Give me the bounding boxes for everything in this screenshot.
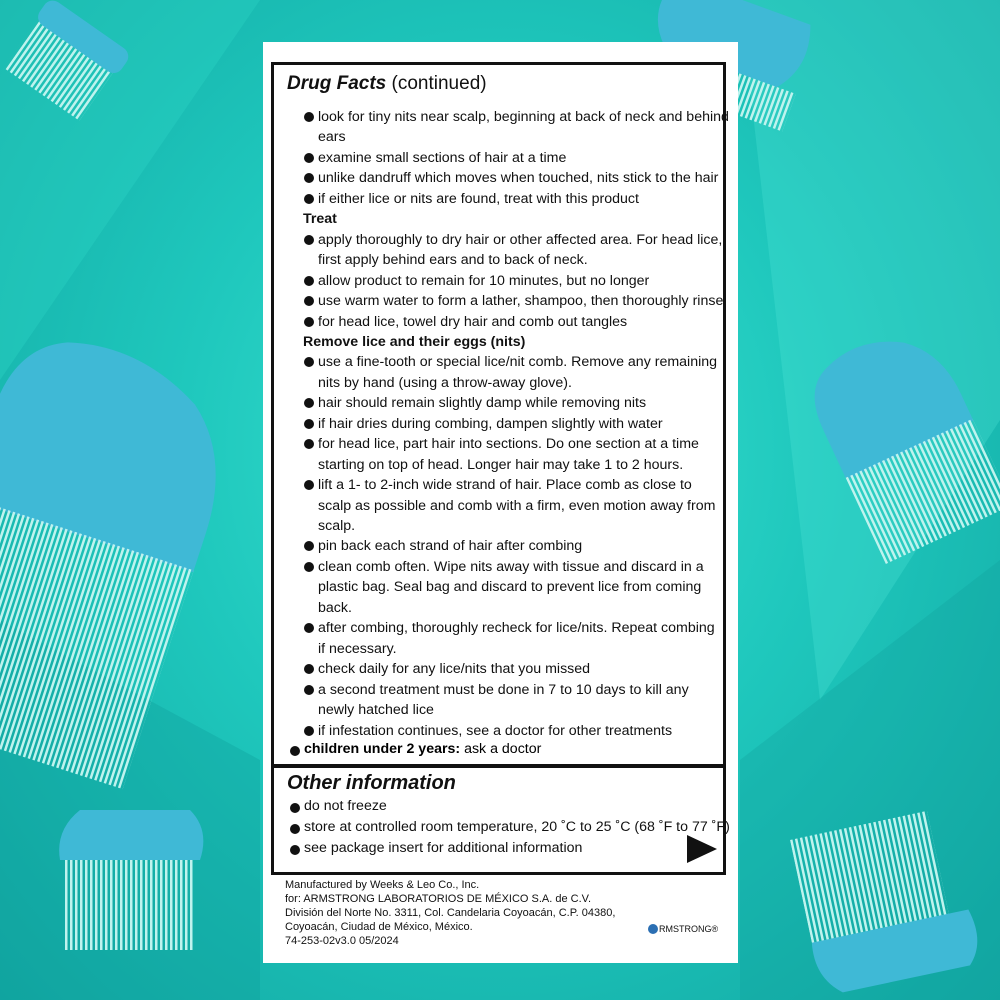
direction-line: if either lice or nits are found, treat with this product <box>318 190 639 207</box>
footer-line: Coyoacán, Ciudad de México, México. <box>285 921 473 933</box>
bullet-icon <box>304 276 314 286</box>
comb-bottom-left <box>59 810 203 950</box>
direction-line: back. <box>318 599 352 616</box>
direction-line: look for tiny nits near scalp, beginning at back of neck and behind <box>318 109 729 125</box>
footer-line: for: ARMSTRONG LABORATORIOS DE MÉXICO S.A. de C.V. <box>285 893 592 905</box>
footer-line: División del Norte No. 3311, Col. Candelaria Coyoacán, C.P. 04380, <box>285 907 616 919</box>
bullet-icon <box>304 317 314 327</box>
bullet-icon <box>290 803 300 813</box>
children-warning-bold: children under 2 years: <box>304 740 461 757</box>
bullet-icon <box>304 664 314 674</box>
direction-line: examine small sections of hair at a time <box>318 149 567 166</box>
direction-line: pin back each strand of hair after combing <box>318 538 583 555</box>
bullet-icon <box>304 541 314 551</box>
other-information-item: see package insert for additional information <box>304 839 583 856</box>
direction-line: use warm water to form a lather, shampoo, then thoroughly rinse <box>318 293 724 310</box>
bullet-icon <box>304 685 314 695</box>
direction-line: for head lice, part hair into sections. Do one section at a time <box>318 436 699 453</box>
direction-line: hair should remain slightly damp while removing nits <box>318 395 647 412</box>
direction-line: starting on top of head. Longer hair may take 1 to 2 hours. <box>318 456 684 473</box>
bullet-icon <box>290 746 300 756</box>
bullet-icon <box>304 439 314 449</box>
direction-line: a second treatment must be done in 7 to 10 days to kill any <box>318 681 689 698</box>
other-information-title: Other information <box>287 771 456 794</box>
bullet-icon <box>304 623 314 633</box>
bullet-icon <box>304 194 314 204</box>
bullet-icon <box>304 562 314 572</box>
drug-facts-title-bold: Drug Facts <box>287 73 387 94</box>
direction-line: for head lice, towel dry hair and comb out tangles <box>318 313 628 330</box>
bullet-icon <box>304 112 314 122</box>
armstrong-logo-text: RMSTRONG® <box>659 924 719 934</box>
drug-facts-panel <box>263 42 738 963</box>
direction-line: newly hatched lice <box>318 702 434 719</box>
bullet-icon <box>304 398 314 408</box>
children-warning <box>304 741 541 757</box>
manufacturer-footer <box>285 878 615 948</box>
bullet-icon <box>304 153 314 163</box>
direction-line: nits by hand (using a throw-away glove). <box>318 374 572 391</box>
armstrong-logo-icon <box>648 924 658 934</box>
direction-line: clean comb often. Wipe nits away with tissue and discard in a <box>318 558 704 575</box>
other-information-item: store at controlled room temperature, 20 ˚C to 25 ˚C (68 ˚F to 77 ˚F) <box>304 818 730 835</box>
footer-line: 74-253-02v3.0 05/2024 <box>285 935 399 947</box>
direction-line: scalp as possible and comb with a firm, even motion away from <box>318 497 716 514</box>
armstrong-logo <box>648 924 718 934</box>
bullet-icon <box>290 845 300 855</box>
direction-line: allow product to remain for 10 minutes, but no longer <box>318 272 650 289</box>
children-warning-text: ask a doctor <box>460 740 542 757</box>
direction-line: scalp. <box>318 518 356 534</box>
direction-line: check daily for any lice/nits that you missed <box>318 661 591 678</box>
direction-line: ears <box>318 129 346 146</box>
section-divider <box>274 764 723 768</box>
direction-line: apply thoroughly to dry hair or other affected area. For head lice, <box>318 231 723 248</box>
footer-line: Manufactured by Weeks & Leo Co., Inc. <box>285 879 480 891</box>
section-heading: Treat <box>303 211 337 228</box>
drug-facts-box <box>271 62 730 875</box>
direction-line: if infestation continues, see a doctor for other treatments <box>318 722 673 739</box>
drug-facts-title-rest: (continued) <box>386 73 487 94</box>
direction-line: first apply behind ears and to back of neck. <box>318 252 588 269</box>
bullet-icon <box>304 480 314 490</box>
comb-left-large <box>0 321 251 790</box>
direction-line: use a fine-tooth or special lice/nit comb. Remove any remaining <box>318 354 718 371</box>
bullet-icon <box>304 173 314 183</box>
bullet-icon <box>304 726 314 736</box>
bullet-icon <box>304 235 314 245</box>
continue-arrow-icon <box>687 835 717 863</box>
bullet-icon <box>304 296 314 306</box>
direction-line: after combing, thoroughly recheck for lice/nits. Repeat combing <box>318 620 715 637</box>
direction-line: plastic bag. Seal bag and discard to prevent lice from coming <box>318 579 702 596</box>
direction-line: unlike dandruff which moves when touched, nits stick to the hair <box>318 170 719 187</box>
bullet-icon <box>304 357 314 367</box>
bullet-icon <box>304 419 314 429</box>
direction-line: if necessary. <box>318 640 397 657</box>
other-information-item: do not freeze <box>304 797 387 814</box>
section-heading: Remove lice and their eggs (nits) <box>303 333 526 350</box>
direction-line: lift a 1- to 2-inch wide strand of hair. Place comb as close to <box>318 477 692 494</box>
bullet-icon <box>290 824 300 834</box>
direction-line: if hair dries during combing, dampen slightly with water <box>318 415 663 432</box>
